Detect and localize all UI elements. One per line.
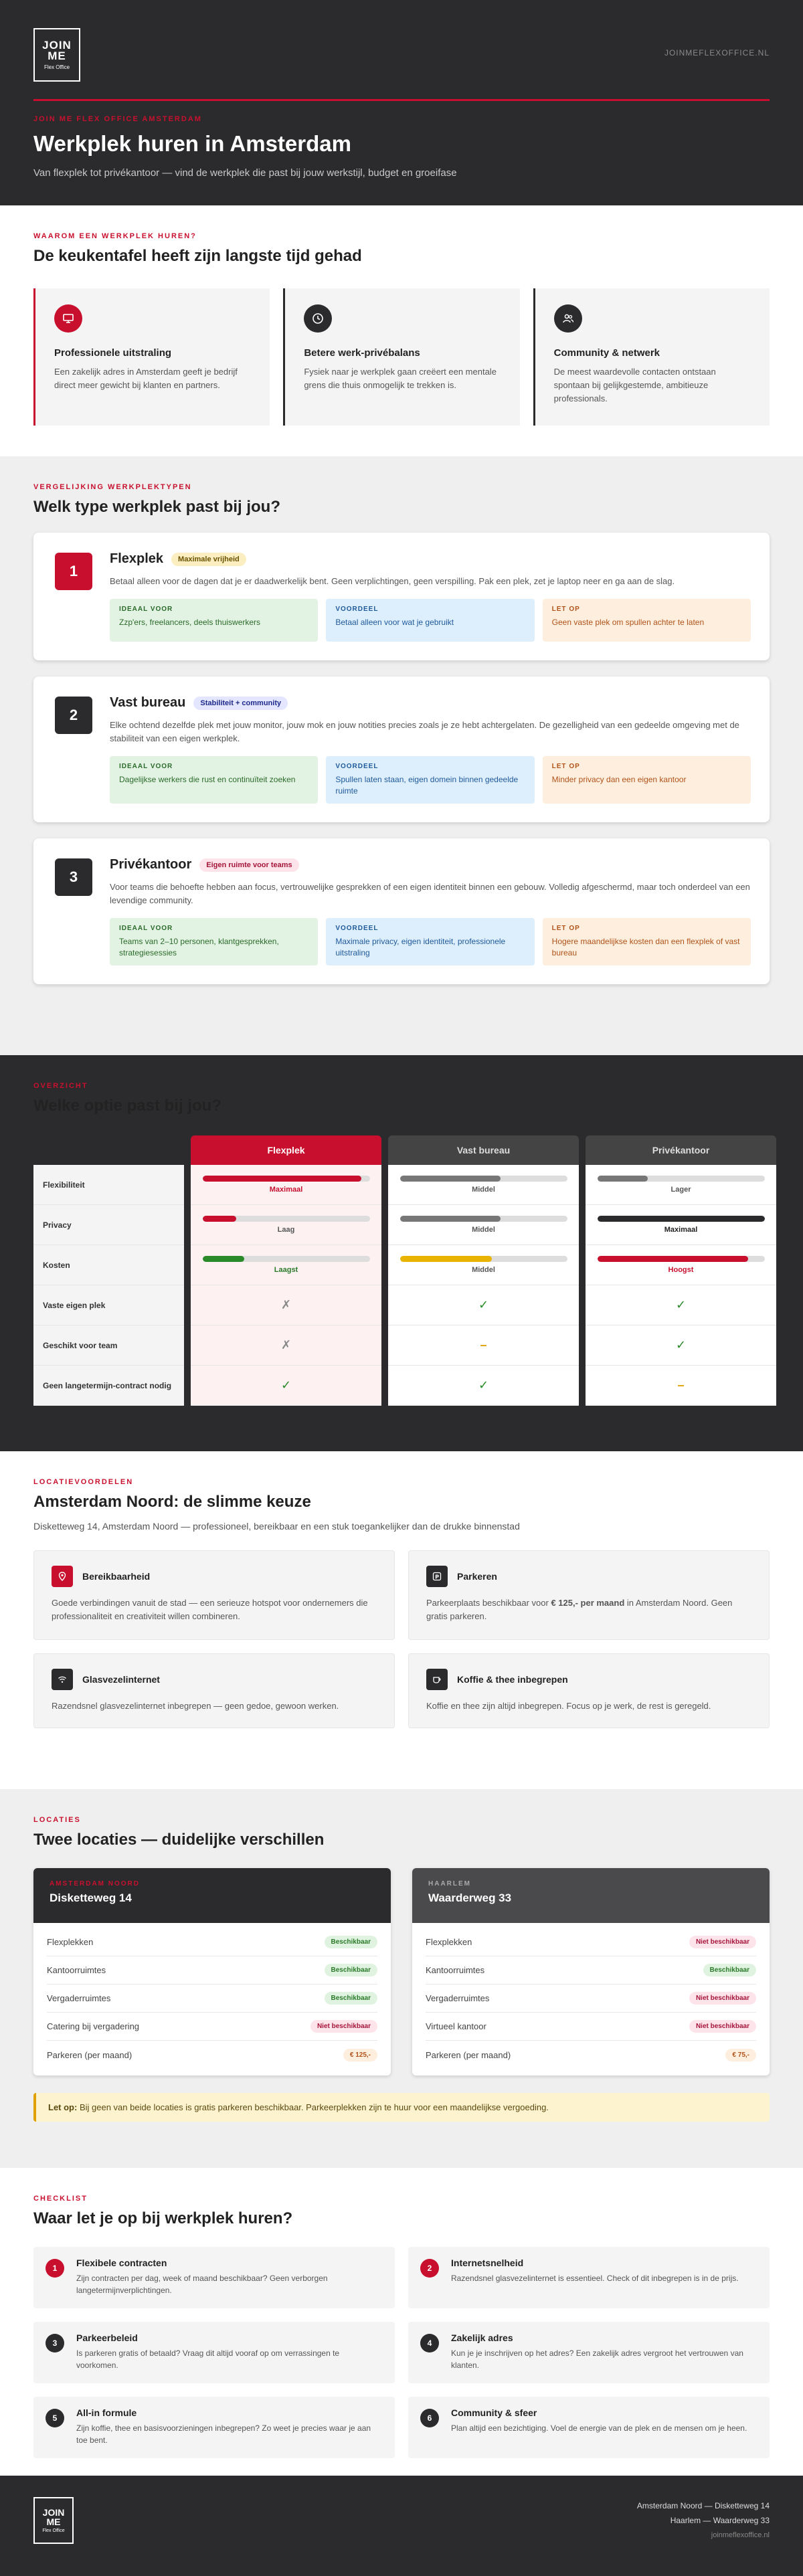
dash-icon: – — [480, 1338, 487, 1352]
checklist-title: Flexibele contracten — [76, 2258, 167, 2268]
box-label: LET OP — [551, 606, 580, 613]
col-header-vast-bureau: Vast bureau — [388, 1135, 579, 1165]
checklist-title: Zakelijk adres — [451, 2332, 513, 2343]
cross-icon: ✗ — [280, 1298, 292, 1311]
adv-title: Amsterdam Noord: de slimme keuze — [33, 1493, 311, 1511]
con-box — [543, 918, 751, 965]
users-icon — [554, 304, 582, 333]
checklist-text: Zijn koffie, thee en basisvoorzieningen inbegrepen? Zo weet je precies waar je aan toe bent. — [76, 2423, 371, 2445]
why-card-text: Fysiek naar je werkplek gaan creëert een mentale grens die thuis onmogelijk te trekken is. — [304, 367, 497, 390]
level-label: Middel — [472, 1266, 495, 1274]
status-badge: Niet beschikbaar — [689, 1992, 756, 2005]
checklist-text: Razendsnel glasvezelinternet is essentieel. Check of dit inbegrepen is in de prijs. — [451, 2274, 739, 2283]
level-bar-fill — [598, 1256, 748, 1262]
checklist-text: Plan altijd een bezichtiging. Voel de energie van de plek en de mensen om je heen. — [451, 2423, 747, 2433]
adv-card-text: Koffie en thee zijn altijd inbegrepen. Focus op je werk, de rest is geregeld. — [426, 1701, 711, 1711]
type-card-privekantoor — [33, 838, 770, 984]
locs-eyebrow: LOCATIES — [33, 1816, 81, 1824]
types-title: Welk type werkplek past bij jou? — [33, 498, 280, 516]
box-text: Spullen laten staan, eigen domein binnen gedeelde ruimte — [335, 775, 519, 796]
location-row — [47, 1928, 377, 1956]
level-bar-fill — [203, 1176, 362, 1182]
level-label: Laag — [277, 1226, 295, 1234]
status-badge: Beschikbaar — [325, 1964, 377, 1976]
box-text: Minder privacy dan een eigen kantoor — [551, 775, 687, 784]
checklist-number: 2 — [420, 2259, 439, 2278]
row-label: Privacy — [33, 1205, 184, 1245]
type-number: 1 — [55, 553, 92, 590]
adv-card-title: Koffie & thee inbegrepen — [457, 1674, 568, 1685]
box-label: IDEAAL VOOR — [119, 606, 173, 613]
adv-card-text: Razendsnel glasvezelinternet inbegrepen — geen gedoe, gewoon werken. — [52, 1701, 339, 1711]
logo-line-1: JOIN — [42, 38, 72, 52]
footer-logo[interactable] — [33, 2497, 74, 2544]
bar-cell — [191, 1205, 381, 1245]
box-text: Zzp'ers, freelancers, deels thuiswerkers — [119, 618, 261, 627]
location-row — [47, 1985, 377, 2013]
checklist-title: Community & sfeer — [451, 2407, 537, 2418]
logo-sub: Flex Office — [43, 64, 70, 70]
types-eyebrow: VERGELIJKING WERKPLEKTYPEN — [33, 483, 192, 491]
status-badge: € 75,- — [725, 2049, 756, 2061]
locations-section — [0, 1789, 803, 2168]
adv-card-parkeren — [408, 1550, 770, 1640]
bar-cell — [388, 1205, 579, 1245]
why-title: De keukentafel heeft zijn langste tijd gehad — [33, 247, 362, 265]
mark-cell — [191, 1366, 381, 1406]
level-label: Middel — [472, 1186, 495, 1194]
footer-address-amsterdam: Amsterdam Noord — Disketteweg 14 — [636, 2501, 770, 2510]
checklist-title: Internetsnelheid — [451, 2258, 524, 2268]
comparison-table — [33, 1135, 770, 1406]
why-card-title: Betere werk-privébalans — [304, 347, 420, 359]
logo-sub: Flex Office — [42, 2528, 65, 2533]
bar-cell — [388, 1165, 579, 1205]
bar-cell — [191, 1245, 381, 1285]
svg-text:P: P — [435, 1574, 439, 1580]
parking-icon — [426, 1566, 448, 1587]
check-title: Waar let je op bij werkplek huren? — [33, 2209, 293, 2227]
mark-cell — [191, 1325, 381, 1366]
joinme-logo[interactable] — [33, 28, 80, 82]
pro-box — [326, 599, 534, 642]
pro-box — [326, 756, 534, 804]
box-text: Maximale privacy, eigen identiteit, professionele uitstraling — [335, 937, 506, 957]
bar-cell — [586, 1205, 776, 1245]
row-label: Flexibiliteit — [33, 1165, 184, 1205]
type-card-vast-bureau — [33, 676, 770, 822]
status-badge: Beschikbaar — [703, 1964, 756, 1976]
location-row — [47, 2041, 377, 2069]
header-divider — [33, 99, 770, 101]
status-badge: Niet beschikbaar — [310, 2020, 377, 2033]
location-city: AMSTERDAM NOORD — [50, 1880, 140, 1888]
cross-icon: ✗ — [280, 1338, 292, 1352]
footer-addresses — [637, 2498, 770, 2543]
location-row — [47, 1956, 377, 1985]
parking-note: Let op: Bij geen van beide locaties is gratis parkeren beschikbaar. Parkeerplekken zijn te huur voor een maandelijkse vergoeding. — [33, 2093, 770, 2122]
wifi-icon — [52, 1669, 73, 1690]
location-row-label: Flexplekken — [47, 1937, 94, 1947]
checklist-section — [0, 2168, 803, 2476]
mark-cell — [388, 1325, 579, 1366]
level-bar — [598, 1216, 765, 1222]
type-title: Privékantoor — [110, 857, 192, 872]
site-url[interactable]: JOINMEFLEXOFFICE.NL — [664, 48, 770, 58]
ideal-box — [110, 599, 318, 642]
types-section — [0, 456, 803, 1055]
why-eyebrow: WAAROM EEN WERKPLEK HUREN? — [33, 232, 197, 240]
level-bar-fill — [598, 1216, 765, 1222]
box-label: IDEAAL VOOR — [119, 925, 173, 932]
check-icon: ✓ — [675, 1298, 687, 1311]
level-bar — [400, 1176, 567, 1182]
location-row — [426, 1928, 756, 1956]
why-card-professional — [33, 288, 270, 426]
level-bar — [598, 1176, 765, 1182]
type-title: Vast bureau — [110, 695, 186, 710]
level-bar — [203, 1176, 370, 1182]
adv-card-title: Parkeren — [457, 1571, 497, 1582]
col-header-flexplek: Flexplek — [191, 1135, 381, 1165]
adv-card-bereikbaarheid — [33, 1550, 395, 1640]
type-badge: Stabiliteit + community — [193, 697, 288, 710]
location-row-label: Kantoorruimtes — [47, 1965, 106, 1975]
type-card-flexplek — [33, 533, 770, 660]
location-row-label: Catering bij vergadering — [47, 2021, 140, 2031]
box-label: VOORDEEL — [335, 606, 379, 613]
coffee-icon — [426, 1669, 448, 1690]
check-eyebrow: CHECKLIST — [33, 2195, 88, 2203]
con-box — [543, 756, 751, 804]
check-icon: ✓ — [478, 1298, 489, 1311]
bar-cell — [191, 1165, 381, 1205]
type-number: 3 — [55, 858, 92, 896]
adv-card-koffie — [408, 1653, 770, 1728]
box-label: IDEAAL VOOR — [119, 763, 173, 770]
mark-cell — [586, 1366, 776, 1406]
level-bar-fill — [400, 1176, 501, 1182]
type-badge: Maximale vrijheid — [171, 553, 246, 566]
level-label: Hoogst — [668, 1266, 694, 1274]
adv-card-title: Glasvezelinternet — [82, 1674, 160, 1685]
location-row — [426, 1956, 756, 1985]
logo-line-2: ME — [46, 2516, 61, 2527]
mark-cell — [388, 1285, 579, 1325]
status-badge: Beschikbaar — [325, 1936, 377, 1948]
why-card-title: Professionele uitstraling — [54, 347, 172, 359]
check-icon: ✓ — [675, 1338, 687, 1352]
box-label: VOORDEEL — [335, 763, 379, 770]
footer-address-haarlem: Haarlem — Waarderweg 33 — [670, 2516, 770, 2525]
adv-card-text: Goede verbindingen vanuit de stad — een serieuze hotspot voor ondernemers die professionaliteit en creativiteit willen combineren. — [52, 1598, 368, 1621]
location-row-label: Parkeren (per maand) — [426, 2049, 511, 2060]
level-bar-fill — [203, 1216, 236, 1222]
why-card-balance — [283, 288, 519, 426]
mark-cell — [586, 1285, 776, 1325]
location-row-label: Virtueel kantoor — [426, 2021, 486, 2031]
box-text: Teams van 2–10 personen, klantgesprekken, strategiesessies — [119, 937, 279, 957]
level-bar — [203, 1216, 370, 1222]
box-label: LET OP — [551, 763, 580, 770]
box-text: Dagelijkse werkers die rust en continuïteit zoeken — [119, 775, 296, 784]
adv-card-glasvezel — [33, 1653, 395, 1728]
footer-site-url[interactable]: joinmeflexoffice.nl — [711, 2531, 770, 2539]
adv-card-text: Parkeerplaats beschikbaar voor € 125,- per maand in Amsterdam Noord. Geen gratis parkeren. — [426, 1598, 733, 1621]
status-badge: Niet beschikbaar — [689, 1936, 756, 1948]
checklist-number: 3 — [46, 2334, 64, 2353]
ideal-box — [110, 756, 318, 804]
pro-box — [326, 918, 534, 965]
level-label: Laagst — [274, 1266, 298, 1274]
checklist-number: 5 — [46, 2409, 64, 2427]
adv-lead: Disketteweg 14, Amsterdam Noord — professioneel, bereikbaar en een stuk toegankelijker dan de drukke binnenstad — [33, 1521, 520, 1532]
adv-card-title: Bereikbaarheid — [82, 1571, 151, 1582]
location-row-label: Vergaderruimtes — [47, 1993, 111, 2003]
location-name: Disketteweg 14 — [50, 1892, 132, 1904]
level-bar — [598, 1256, 765, 1262]
level-bar-fill — [598, 1176, 648, 1182]
bar-cell — [586, 1165, 776, 1205]
location-row — [426, 2013, 756, 2041]
level-label: Maximaal — [269, 1186, 303, 1194]
location-pin-icon — [52, 1566, 73, 1587]
type-number: 2 — [55, 697, 92, 734]
location-row-label: Parkeren (per maand) — [47, 2049, 132, 2060]
dash-icon: – — [677, 1378, 685, 1392]
why-card-community — [533, 288, 770, 426]
row-label: Geschikt voor team — [33, 1325, 184, 1366]
logo-line-2: ME — [48, 49, 66, 62]
logo-line-1: JOIN — [42, 2507, 65, 2518]
checklist-title: Parkeerbeleid — [76, 2332, 138, 2343]
compare-title: Welke optie past bij jou? — [33, 1097, 221, 1115]
checklist-item — [33, 2397, 395, 2458]
table-corner — [33, 1135, 184, 1165]
checklist-text: Is parkeren gratis of betaald? Vraag dit altijd vooraf op om verrassingen te voorkomen. — [76, 2349, 340, 2370]
row-label: Vaste eigen plek — [33, 1285, 184, 1325]
location-row-label: Flexplekken — [426, 1937, 472, 1947]
level-bar — [400, 1256, 567, 1262]
checklist-title: All-in formule — [76, 2407, 137, 2418]
box-text: Geen vaste plek om spullen achter te laten — [551, 618, 705, 627]
checklist-item — [408, 2322, 770, 2383]
box-label: VOORDEEL — [335, 925, 379, 932]
level-bar-fill — [400, 1216, 501, 1222]
page-title: Werkplek huren in Amsterdam — [33, 131, 351, 156]
bar-cell — [388, 1245, 579, 1285]
checklist-number: 1 — [46, 2259, 64, 2278]
why-card-title: Community & netwerk — [553, 347, 660, 359]
location-card-haarlem — [412, 1868, 770, 2076]
monitor-icon — [54, 304, 82, 333]
page-footer — [0, 2476, 803, 2576]
type-desc: Betaal alleen voor de dagen dat je er daadwerkelijk bent. Geen verplichtingen, geen verspilling. Pak een plek, zet je laptop neer en ga aan de slag. — [110, 576, 675, 586]
why-card-text: De meest waardevolle contacten ontstaan spontaan bij gelijkgestemde, ambitieuze professionals. — [553, 367, 716, 403]
bar-cell — [586, 1245, 776, 1285]
mark-cell — [586, 1325, 776, 1366]
checklist-text: Zijn contracten per dag, week of maand beschikbaar? Geen verborgen langetermijnverplichtingen. — [76, 2274, 328, 2295]
page-header — [0, 0, 803, 205]
box-label: LET OP — [551, 925, 580, 932]
checklist-number: 4 — [420, 2334, 439, 2353]
mark-cell — [388, 1366, 579, 1406]
level-label: Middel — [472, 1226, 495, 1234]
checklist-number: 6 — [420, 2409, 439, 2427]
location-row-label: Vergaderruimtes — [426, 1993, 490, 2003]
clock-icon — [304, 304, 332, 333]
level-bar-fill — [400, 1256, 493, 1262]
level-bar-fill — [203, 1256, 245, 1262]
compare-eyebrow: OVERZICHT — [33, 1082, 88, 1090]
ideal-box — [110, 918, 318, 965]
status-badge: Niet beschikbaar — [689, 2020, 756, 2033]
type-title: Flexplek — [110, 551, 164, 566]
box-text: Betaal alleen voor wat je gebruikt — [335, 618, 454, 627]
type-desc: Elke ochtend dezelfde plek met jouw monitor, jouw mok en jouw notities precies zoals je ze hebt achtergelaten. De gezelligheid van een gedeelde omgeving met de stabiliteit van een eigen werkplek. — [110, 720, 739, 743]
location-city: HAARLEM — [428, 1880, 471, 1888]
location-row — [426, 1985, 756, 2013]
location-row-label: Kantoorruimtes — [426, 1965, 485, 1975]
level-label: Maximaal — [664, 1226, 698, 1234]
type-desc: Voor teams die behoefte hebben aan focus, vertrouwelijke gesprekken of een eigen identiteit binnen een gebouw. Volledig afgeschermd, maar toch onderdeel van een levendige community. — [110, 882, 750, 905]
location-row — [426, 2041, 756, 2069]
location-row — [47, 2013, 377, 2041]
location-card-amsterdam — [33, 1868, 391, 2076]
box-text: Hogere maandelijkse kosten dan een flexplek of vast bureau — [551, 937, 740, 957]
comparison-section — [0, 1055, 803, 1451]
col-header-privekantoor: Privékantoor — [586, 1135, 776, 1165]
checklist-item — [33, 2322, 395, 2383]
header-eyebrow: JOIN ME FLEX OFFICE AMSTERDAM — [33, 115, 202, 123]
level-bar — [203, 1256, 370, 1262]
row-label: Geen langetermijn-contract nodig — [33, 1366, 184, 1406]
checklist-item — [33, 2247, 395, 2308]
status-badge: Beschikbaar — [325, 1992, 377, 2005]
location-advantages-section — [0, 1451, 803, 1789]
checklist-item — [408, 2247, 770, 2308]
level-bar — [400, 1216, 567, 1222]
status-badge: € 125,- — [343, 2049, 377, 2061]
check-icon: ✓ — [478, 1378, 489, 1392]
check-icon: ✓ — [280, 1378, 292, 1392]
con-box — [543, 599, 751, 642]
page-subtitle: Van flexplek tot privékantoor — vind de werkplek die past bij jouw werkstijl, budget en groeifase — [33, 167, 457, 179]
why-card-text: Een zakelijk adres in Amsterdam geeft je bedrijf direct meer gewicht bij klanten en partners. — [54, 367, 238, 390]
why-cards — [33, 288, 770, 426]
why-section — [0, 205, 803, 456]
location-name: Waarderweg 33 — [428, 1892, 512, 1904]
row-label: Kosten — [33, 1245, 184, 1285]
locs-title: Twee locaties — duidelijke verschillen — [33, 1831, 325, 1849]
adv-eyebrow: LOCATIEVOORDELEN — [33, 1478, 134, 1486]
checklist-text: Kun je je inschrijven op het adres? Een zakelijk adres vergroot het vertrouwen van klanten. — [451, 2349, 743, 2370]
checklist-item — [408, 2397, 770, 2458]
level-label: Lager — [671, 1186, 691, 1194]
type-badge: Eigen ruimte voor teams — [199, 858, 298, 872]
mark-cell — [191, 1285, 381, 1325]
